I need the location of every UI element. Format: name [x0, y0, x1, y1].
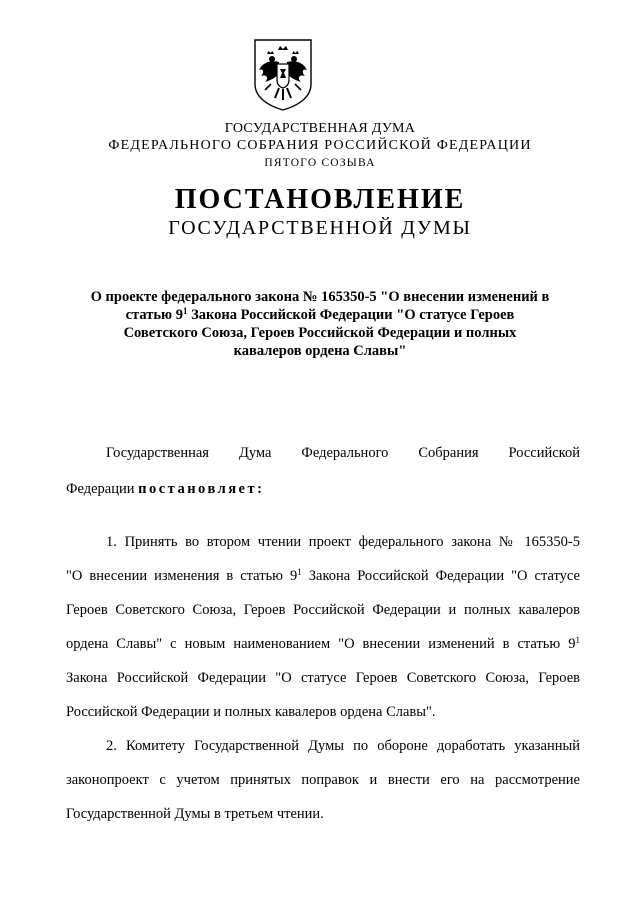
- paragraph-line: [66, 568, 580, 585]
- subject-text: статью 9: [125, 307, 183, 323]
- header-convocation: ПЯТОГО СОЗЫВА: [264, 157, 376, 169]
- document-title: ПОСТАНОВЛЕНИЕ: [174, 184, 466, 215]
- subject-line: кавалеров ордена Славы": [233, 343, 407, 359]
- subject-text: Закона Российской Федерации "О статусе Героев: [187, 307, 515, 323]
- superscript: 1: [182, 306, 188, 316]
- coat-of-arms-emblem: [251, 38, 315, 112]
- preamble-line: Государственная Дума Федерального Собрания Российской: [106, 445, 580, 461]
- paragraph-line: 2. Комитету Государственной Думы по обороне доработать указанный: [106, 738, 580, 754]
- document-subject: [60, 288, 580, 360]
- document-subtitle: ГОСУДАРСТВЕННОЙ ДУМЫ: [168, 217, 472, 239]
- preamble-line: [66, 481, 580, 498]
- paragraph-line: Российской Федерации и полных кавалеров ордена Славы".: [66, 704, 436, 720]
- paragraph-line: Государственной Думы в третьем чтении.: [66, 806, 324, 822]
- subject-line: [60, 306, 580, 324]
- header-duma: ГОСУДАРСТВЕННАЯ ДУМА: [224, 121, 416, 136]
- paragraph-text: "О внесении изменения в статью 9: [66, 568, 298, 584]
- paragraph-line: законопроект с учетом принятых поправок и внести его на рассмотрение: [66, 772, 580, 788]
- paragraph-line: Закона Российской Федерации "О статусе Героев Советского Союза, Героев: [66, 670, 580, 686]
- header-federal-assembly: ФЕДЕРАЛЬНОГО СОБРАНИЯ РОССИЙСКОЙ ФЕДЕРАЦИИ: [108, 138, 532, 153]
- paragraph-text: Закона Российской Федерации "О статусе: [301, 568, 580, 584]
- paragraph-line: 1. Принять во втором чтении проект федерального закона № 165350-5: [106, 534, 580, 550]
- paragraph-line: [66, 636, 580, 653]
- resolves-word: постановляет:: [138, 481, 265, 497]
- subject-line: Советского Союза, Героев Российской Федерации и полных: [123, 325, 517, 341]
- subject-line: О проекте федерального закона № 165350-5 "О внесении изменений в: [90, 289, 550, 305]
- superscript: 1: [297, 567, 302, 577]
- paragraph-line: Героев Советского Союза, Героев Российской Федерации и полных кавалеров: [66, 602, 580, 618]
- superscript: 1: [575, 635, 580, 645]
- paragraph-text: ордена Славы" с новым наименованием "О внесении изменений в статью 9: [66, 636, 576, 652]
- preamble-text: Федерации: [66, 481, 139, 497]
